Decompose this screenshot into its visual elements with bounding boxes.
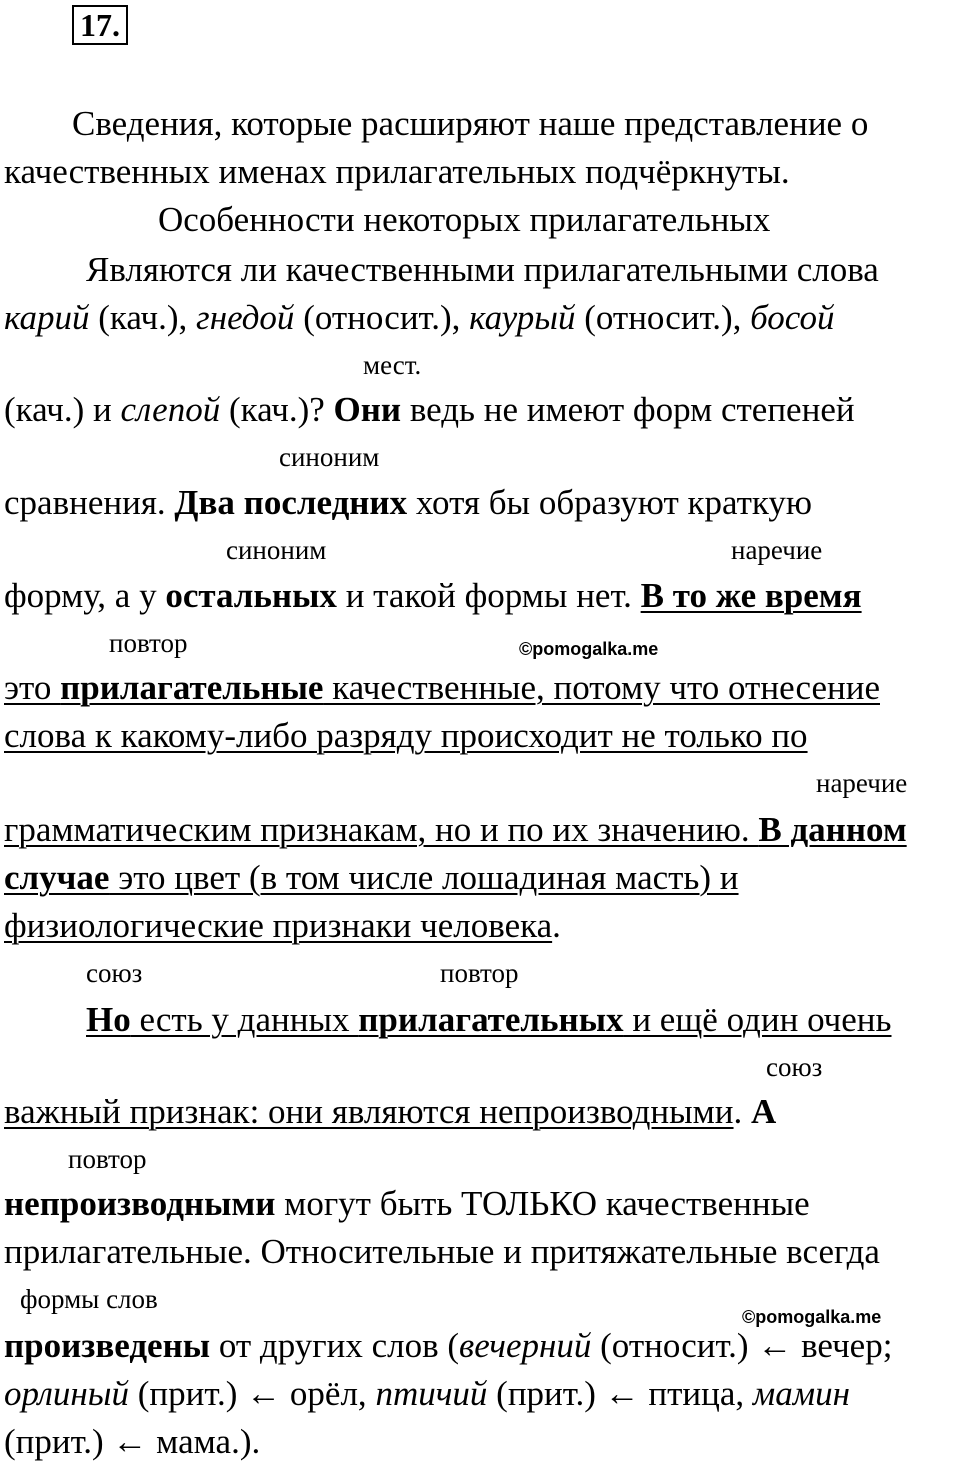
- word-ptichiy: птичий: [375, 1374, 488, 1413]
- word-no: Но: [86, 1000, 131, 1039]
- word-vecherniy: вечерний: [459, 1326, 592, 1365]
- annotation-mest: мест.: [363, 350, 422, 380]
- annotation-soyuz-2: союз: [766, 1052, 823, 1082]
- word-mamin: мамин: [752, 1374, 850, 1413]
- annotation-povtor-3: повтор: [68, 1144, 147, 1174]
- annotation-sinonim-1: синоним: [279, 442, 380, 472]
- text-line-6: сравнения. Два последних хотя бы образуют краткую: [4, 483, 813, 522]
- section-title: Особенности некоторых прилагательных: [158, 200, 771, 239]
- text-line-1: Сведения, которые расширяют наше представление о: [72, 104, 869, 143]
- text-line-12: физиологические признаки человека.: [4, 906, 561, 945]
- word-prilagatelnyh: прилагательных: [358, 1000, 624, 1039]
- word-a: А: [751, 1092, 777, 1131]
- text-line-3: Являются ли качественными прилагательными слова: [86, 250, 879, 289]
- annotation-soyuz-1: союз: [86, 958, 143, 988]
- text-line-9: слова к какому-либо разряду происходит не только по: [4, 716, 808, 755]
- phrase-v-to-zhe-vremya: В то же время: [640, 576, 862, 615]
- word-kauryy: каурый: [469, 298, 576, 337]
- annotation-povtor-1: повтор: [109, 628, 188, 658]
- annotation-povtor-2: повтор: [440, 958, 519, 988]
- text-line-7: форму, а у остальных и такой формы нет. В то же время: [4, 576, 862, 615]
- text-line-16: прилагательные. Относительные и притяжательные всегда: [4, 1232, 880, 1271]
- text-line-15: непроизводными могут быть ТОЛЬКО качественные: [4, 1184, 810, 1223]
- text-line-4: карий (кач.), гнедой (относит.), каурый (относит.), босой: [4, 298, 835, 337]
- text-line-17: произведены от других слов (вечерний (относит.) ← вечер;: [4, 1326, 893, 1365]
- phrase-dva-poslednih: Два последних: [174, 483, 408, 522]
- text-line-8: это прилагательные качественные, потому что отнесение: [4, 668, 880, 707]
- text-line-10: грамматическим признакам, но и по их значению. В данном: [4, 810, 907, 849]
- word-oni: Они: [333, 390, 402, 429]
- annotation-narechie-2: наречие: [816, 768, 908, 798]
- watermark-2: ©pomogalka.me: [742, 1307, 882, 1327]
- word-orliny: орлиный: [4, 1374, 129, 1413]
- word-proizvedeny: произведены: [4, 1326, 211, 1365]
- text-line-11: случае это цвет (в том числе лошадиная масть) и: [4, 858, 739, 897]
- text-line-14: важный признак: они являются непроизводными. А: [4, 1092, 777, 1131]
- text-line-19: (прит.) ← мама.).: [4, 1422, 261, 1461]
- word-prilagatelnye: прилагательные: [60, 668, 324, 707]
- word-kariy: карий: [4, 298, 90, 337]
- word-gnedoy: гнедой: [196, 298, 295, 337]
- annotation-narechie-1: наречие: [731, 535, 823, 565]
- text-line-5: (кач.) и слепой (кач.)? Они ведь не имеют форм степеней: [4, 390, 855, 429]
- watermark-1: ©pomogalka.me: [519, 639, 659, 659]
- task-number: 17.: [72, 5, 128, 45]
- word-slepoy: слепой: [120, 390, 221, 429]
- text-line-18: орлиный (прит.) ← орёл, птичий (прит.) ← птица, мамин: [4, 1374, 850, 1413]
- annotation-formy-slov: формы слов: [20, 1284, 158, 1314]
- phrase-v-dannom: В данном: [758, 810, 907, 849]
- word-ostalnyh: остальных: [165, 576, 337, 615]
- word-bosoy: босой: [750, 298, 835, 337]
- annotation-sinonim-2: синоним: [226, 535, 327, 565]
- word-sluchae: случае: [4, 858, 110, 897]
- text-line-13: Но есть у данных прилагательных и ещё один очень: [86, 1000, 892, 1039]
- word-neproizvodnymi: непроизводными: [4, 1184, 276, 1223]
- text-line-2: качественных именах прилагательных подчёркнуты.: [4, 152, 790, 191]
